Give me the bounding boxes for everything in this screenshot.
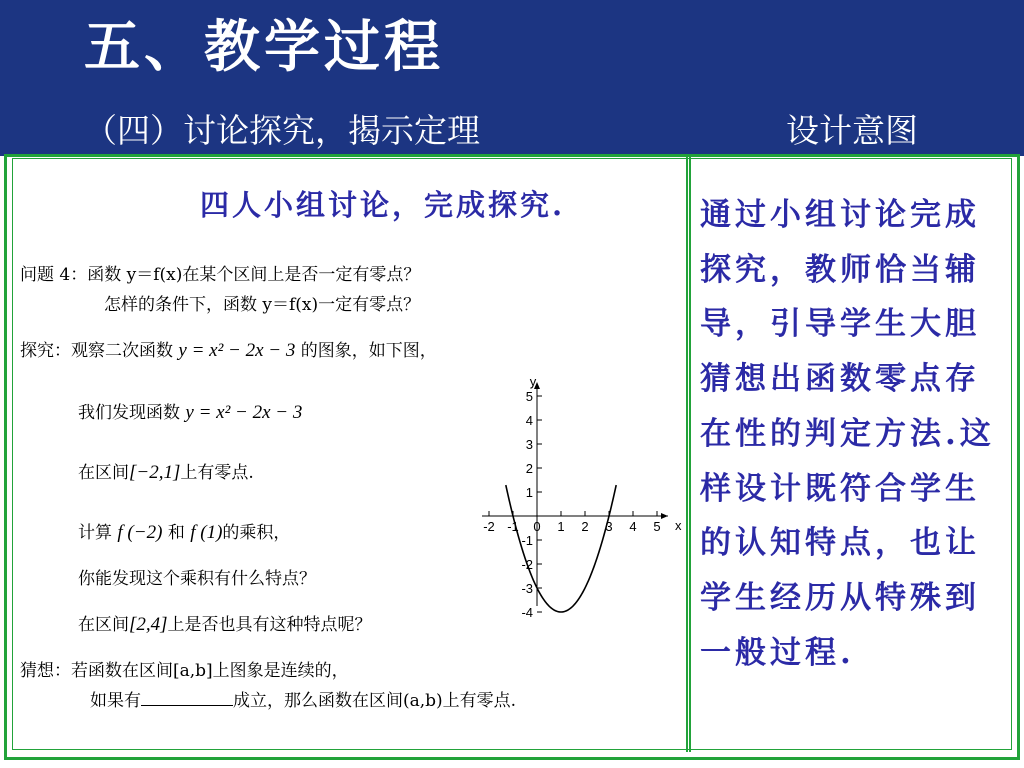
interval2-suffix: 上是否也具有这种特点呢？ [167, 615, 372, 635]
y-tick-label: 4 [525, 413, 533, 428]
y-axis-label: y [529, 374, 537, 389]
calc-line [78, 522, 290, 544]
interval-prefix: 在区间 [78, 463, 129, 483]
x-tick-label: -2 [483, 519, 495, 534]
calc-suffix: 的乘积， [222, 523, 291, 543]
f-neg2: f (−2) [117, 522, 163, 543]
interval-1: [−2,1] [129, 462, 181, 483]
found-line [78, 402, 302, 424]
design-intent-body: 通过小组讨论完成探究，教师恰当辅导，引导学生大胆猜想出函数零点存在性的判定方法.这样设计既符合学生的认知特点，也让学生经历从特殊到一般过程. [700, 197, 995, 671]
interval-2: [2,4] [129, 614, 168, 635]
interval2-prefix: 在区间 [78, 615, 129, 635]
explore-suffix: 的图象，如下图， [300, 341, 437, 361]
y-tick-label: -2 [521, 557, 533, 572]
design-intent-title: 设计意图 [786, 111, 918, 150]
x-axis-label: x [675, 518, 682, 533]
x-axis-arrow [661, 513, 668, 519]
x-tick-label: 3 [605, 519, 613, 534]
found-prefix: 我们发现函数 [78, 403, 180, 423]
guess-prefix: 如果有 [90, 691, 141, 711]
parabola-graph [470, 370, 685, 620]
y-tick-label: 1 [525, 485, 533, 500]
y-tick-label: -4 [521, 605, 533, 620]
x-tick-label: 0 [533, 519, 541, 534]
guess-suffix: 成立，那么函数在区间(a,b)上有零点. [233, 691, 517, 711]
guess-line-1: 猜想：若函数在区间[a,b]上图象是连续的， [20, 661, 349, 681]
x-tick-label: 2 [581, 519, 589, 534]
y-tick-label: 5 [525, 389, 533, 404]
calc-prefix: 计算 [78, 523, 112, 543]
guess-line-2 [90, 690, 516, 712]
question-line-1: 问题 4：函数 y＝f(x)在某个区间上是否一定有零点？ [20, 265, 421, 285]
function-expression: y = x² − 2x − 3 [178, 340, 296, 361]
x-tick-label: 5 [653, 519, 661, 534]
interval-line [78, 462, 254, 484]
y-tick-label: -3 [521, 581, 533, 596]
explore-prefix: 探究：观察二次函数 [20, 341, 173, 361]
y-tick-label: -1 [521, 533, 533, 548]
section-subtitle: （四）讨论探究，揭示定理 [84, 111, 480, 150]
feature-question: 你能发现这个乘积有什么特点？ [78, 569, 316, 589]
y-tick-label: 3 [525, 437, 533, 452]
interval2-line [78, 614, 372, 636]
slide-title: 五、教学过程 [84, 14, 444, 80]
y-tick-label: 2 [525, 461, 533, 476]
fill-in-blank [141, 691, 233, 706]
x-tick-label: 4 [629, 519, 637, 534]
explore-line [20, 340, 437, 362]
calc-and: 和 [167, 523, 185, 543]
function-expression-2: y = x² − 2x − 3 [185, 402, 303, 423]
f-1: f (1) [190, 522, 223, 543]
group-discussion-heading: 四人小组讨论，完成探究. [200, 188, 566, 222]
interval-suffix: 上有零点. [180, 463, 254, 483]
x-tick-label: -1 [507, 519, 519, 534]
column-divider [686, 156, 691, 752]
x-tick-label: 1 [557, 519, 565, 534]
question-line-2: 怎样的条件下，函数 y＝f(x)一定有零点？ [104, 295, 421, 315]
